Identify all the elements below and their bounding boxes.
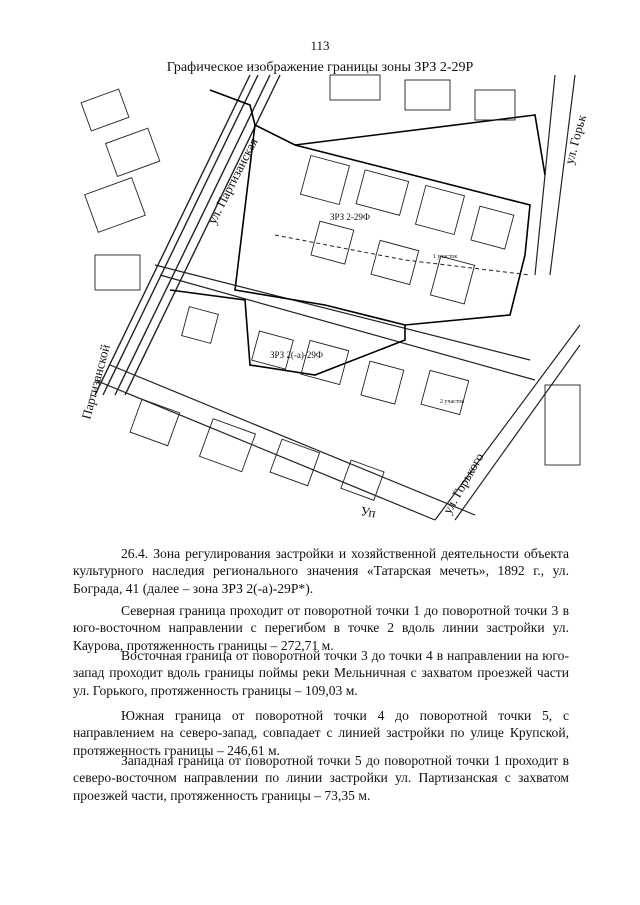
plot-label-1: 1 участок xyxy=(433,254,458,260)
zone-boundaries xyxy=(170,90,545,375)
building-blocks xyxy=(81,75,580,500)
north-border-text: Северная граница проходит от поворотной точки 1 до поворотной точки 3 в юго-восточном направлении с перегибом в точке 2 вдоль линии застройки ул. Каурова, протяженность границы – 272,71 м. xyxy=(73,603,569,653)
plot-label-2: 2 участок xyxy=(440,399,465,405)
street-label-partizanskaya-bottom: Партизанской xyxy=(78,342,113,421)
section-heading-text: 26.4. Зона регулирования застройки и хозяйственной деятельности объекта культурного наследия регионального значения «Татарская мечеть», 1892 г., ул. Бограда, 41 (далее – зона ЗРЗ 2(-а)-29Р*). xyxy=(73,546,569,596)
page-number: 113 xyxy=(310,38,330,53)
map-title: Графическое изображение границы зоны ЗРЗ 2-29Р xyxy=(166,60,474,75)
zone-map xyxy=(75,75,589,521)
east-border-paragraph xyxy=(73,647,569,699)
street-label-partizanskaya-top: ул. Партизанская xyxy=(204,135,261,227)
street-partizanskaya-lines xyxy=(95,75,280,395)
south-border-text: Южная граница от поворотной точки 4 до поворотной точки 5, с направлением на северо-запад, совпадает с линией застройки по улице Крупской, протяженность границы – 246,61 м. xyxy=(73,708,569,758)
zone-map-drawing xyxy=(75,75,589,521)
section-heading xyxy=(73,545,569,597)
east-border-text: Восточная граница от поворотной точки 3 до точки 4 в направлении на юго-запад проходит вдоль границы поймы реки Мельничная с захватом проезжей части ул. Горького, протяженность границы – 109,03 м. xyxy=(73,648,569,698)
street-gorkogo-lines xyxy=(435,75,580,520)
zone-label-1: ЗРЗ 2-29Ф xyxy=(330,212,370,222)
dashed-line xyxy=(275,235,530,275)
street-label-gorkogo-top: ул. Горьк xyxy=(561,113,589,166)
street-label-up: Уп xyxy=(359,503,377,521)
street-label-gorkogo-bottom: ул. Горького xyxy=(439,450,487,517)
west-border-text: Западная граница от поворотной точки 5 до поворотной точки 1 проходит в северо-восточном направлении по линии застройки ул. Партизанская с захватом проезжей части, протяженность границы – 73,35 м. xyxy=(73,753,569,803)
west-border-paragraph xyxy=(73,752,569,804)
zone-label-2: ЗРЗ 2(-а)-29Ф xyxy=(270,350,323,360)
